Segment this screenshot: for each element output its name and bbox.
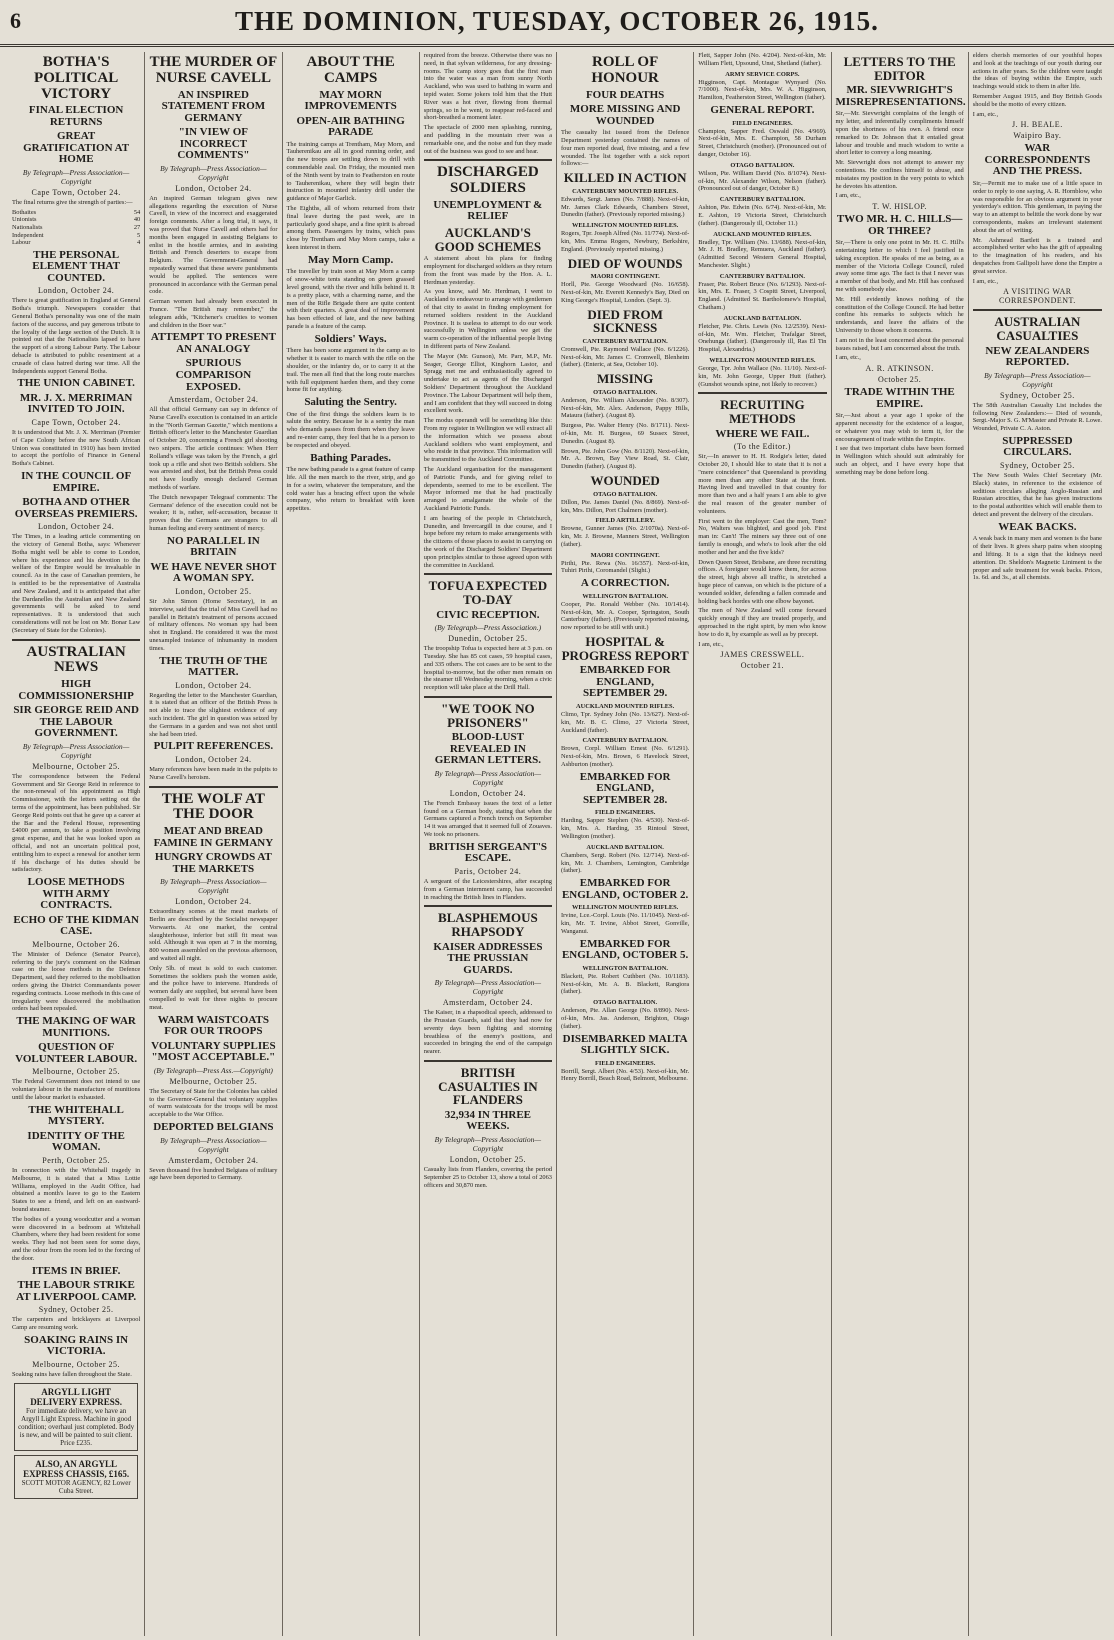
article-subheadline: Saluting the Sentry. <box>304 396 397 409</box>
column-7 <box>832 52 969 1636</box>
dateline: Dunedin, October 25. <box>448 634 528 644</box>
article-subheadline: PULPIT REFERENCES. <box>153 740 274 753</box>
article-body: Rogers, Tpr. Joseph Alfred (No. 11/774). Next-of-kin, Mrs. Emma Rogers, Newbury, Berkshire, England. (Previously reported missing.) <box>561 230 690 253</box>
dateline: Paris, October 24. <box>454 866 522 876</box>
article-body: Bradley, Tpr. William (No. 13/688). Next-of-kin, Mr. J. H. Bradley, Remuera, Auckland (father). (Admitted Second Western General Hospital, Manchester. Slight.) <box>698 238 827 269</box>
article-subheadline: THE MAKING OF WAR MUNITIONS. <box>16 1015 136 1039</box>
article-body: Higginson, Capt. Montague Wynyard (No. 7/1000). Next-of-kin, Mrs. W. A. Higginson, Hamilton, Featherston Street, Wellington (father). <box>698 78 827 102</box>
column-2 <box>145 52 282 1636</box>
article-body: All that official Germany can say in defence of Nurse Cavell's execution is contained in an article in the "North German Gazette," which mentions a British officer's letter to the Manchester Guardian of October 20, concerning a French girl shooting two snipers. The article continues: When Herr Rolland's village was taken by the French, a girl took up a rifle and shot two British soldiers. She was arrested and shot, but the British Press could not have loudly enough declared German methods of warfare. <box>149 406 278 492</box>
article-subheadline: MAY MORN IMPROVEMENTS <box>304 88 397 113</box>
column-rule <box>698 392 826 394</box>
unit-label: OTAGO BATTALION. <box>730 161 795 169</box>
article-body: Remember August 1915, and Buy British Goods should be the motto of every citizen. <box>972 92 1102 108</box>
column-4 <box>420 52 557 1636</box>
article-body: It is understood that Mr. J. X. Merriman (Premier of Cape Colony before the new South African Union was constituted in 1910) has been invited to accept the portfolio of Finance in General Botha's Cabinet. <box>12 429 141 468</box>
article-body: Chambers, Sergt. Robert (No. 12/714). Next-of-kin, Mr. J. Chambers, Lemington, Cambridge (father). <box>561 851 690 875</box>
dateline: T. W. HISLOP. <box>872 202 927 212</box>
article-body: Mr. Hill evidently knows nothing of the constitution of the College Council. He had better confine his remarks to subjects which he understands, and leave the affairs of the University to those whom it concerns. <box>835 295 964 334</box>
article-body: Fletcher, Pte. Chris. Lewis (No. 12/2539). Next-of-kin, Mr. Wm. Fletcher, Trafalgar Street, Onehunga (father). (Dangerously ill, Ras El Tin Hospital, Alexandria.) <box>698 322 827 354</box>
article-body: Sir,—Permit me to make use of a little space in order to reply to one saying, A. R. Hornblow, who was responsible for an obvious argument in your yesterday's edition. This gentleman, in paying the way to an attempt to belittle the work done by war correspondents, makes an irrelevant statement about the art of writing. <box>972 180 1102 234</box>
unit-label: ARMY SERVICE CORPS. <box>725 70 800 78</box>
advertisement <box>14 1383 138 1451</box>
article-subheadline: TWO MR. H. C. HILLS—OR THREE? <box>836 213 963 237</box>
article-subheadline: SIR GEORGE REID AND THE LABOUR GOVERNMENT. <box>13 704 139 740</box>
article-headline: BOTHA'S POLITICAL VICTORY <box>34 54 119 102</box>
article-headline: BLASPHEMOUS RHAPSODY <box>438 910 538 939</box>
article-subheadline: HIGH COMMISSIONERSHIP <box>18 678 134 702</box>
unit-label: OTAGO BATTALION. <box>593 999 658 1007</box>
column-rule <box>424 1060 552 1062</box>
article-subheadline: A CORRECTION. <box>580 577 670 590</box>
article-body: The modus operandi will be something like this: From my register in Wellington we will extract all the information which we possess about Auckland soldiers who want employment, and who reside in that province. This information will be transmitted to the Auckland Committee. <box>423 417 552 464</box>
results-row <box>12 232 140 240</box>
dateline: London, October 25. <box>175 587 252 596</box>
article-body: Browne, Gunner James (No. 2/1070a). Next-of-kin, Mr. J. Browne, Manners Street, Wellington (father). <box>561 525 690 548</box>
article-body: A sergeant of the Leicestershires, after escaping from a German internment camp, has succeeded in reaching the British lines in Flanders. <box>423 877 552 901</box>
article-subheadline: MORE MISSING AND WOUNDED <box>569 103 681 127</box>
article-subheadline: MR. J. X. MERRIMAN INVITED TO JOIN. <box>19 391 133 416</box>
article-subheadline: Bathing Parades. <box>310 451 391 464</box>
article-subheadline: SOAKING RAINS IN VICTORIA. <box>24 1333 129 1358</box>
article-body: Extraordinary scenes at the meat markets of Berlin are described by the Socialist newspaper Vorwaerts. At one market, the central slaughterhouse, inferior but still fit meat was sold. Although it was open at 7 in the morning, 800 women assembled on the previous afternoon, and waited all night. <box>149 908 278 963</box>
article-subheadline: BRITISH SERGEANT'S ESCAPE. <box>428 840 548 865</box>
unit-label: WELLINGTON MOUNTED RIFLES. <box>572 904 679 912</box>
article-subheadline: THE WHITEHALL MYSTERY. <box>28 1103 124 1128</box>
article-subheadline: May Morn Camp. <box>308 253 394 266</box>
article-body: I am, etc., <box>972 277 999 285</box>
article-subheadline: Soldiers' Ways. <box>314 332 387 345</box>
article-subheadline: MR. SIEVWRIGHT'S MISREPRESENTATIONS. <box>835 84 966 108</box>
dateline: Waipiro Bay. <box>1013 131 1062 141</box>
article-subheadline: 32,934 IN THREE WEEKS. <box>444 1108 532 1133</box>
wire-credit: By Telegraph—Press Association—Copyright <box>434 1135 542 1154</box>
column-rule <box>424 905 552 907</box>
article-subheadline: KAISER ADDRESSES THE PRUSSIAN GUARDS. <box>433 940 543 976</box>
article-body: Borrill, Sergt. Albert (No. 4/53). Next-of-kin, Mr. Henry Borrill, Beach Road, Belmont, Melbourne. <box>561 1067 690 1083</box>
article-headline: AUSTRALIAN NEWS <box>26 643 126 676</box>
article-body: Wilson, Pte. William David (No. 8/1074). Next-of-kin, Mr. Alexander Wilson, Nelson (father). (Pronounced out of danger, October 8.) <box>698 169 827 193</box>
dateline: London, October 24. <box>38 522 115 532</box>
article-headline: "WE TOOK NO PRISONERS" <box>441 700 535 730</box>
dateline: Amsterdam, October 24. <box>168 395 259 405</box>
dateline: Sydney, October 25. <box>38 1305 114 1315</box>
article-subheadline: IDENTITY OF THE WOMAN. <box>27 1129 125 1154</box>
article-subheadline: WEAK BACKS. <box>998 520 1077 533</box>
article-body: The men of New Zealand will come forward quickly enough if they are treated properly, and approached in the right spirit, by men who know how to do it, by example as well as by precept. <box>698 607 827 638</box>
article-subheadline: TRADE WITHIN THE EMPIRE. <box>844 386 955 410</box>
article-headline: WOUNDED <box>590 473 660 489</box>
article-subheadline: ATTEMPT TO PRESENT AN ANALOGY <box>150 331 276 355</box>
article-body: Brown, Pte. John Gow (No. 8/1120). Next-of-kin, Mr. A. Brown, Bay View Road, St. Clair, Dunedin (father). (August 8). <box>561 447 690 471</box>
dateline: Melbourne, October 25. <box>32 761 121 771</box>
unit-label: FIELD ENGINEERS. <box>594 1059 656 1067</box>
article-subheadline: FOUR DEATHS <box>585 88 665 101</box>
article-body: As you know, said Mr. Herdman, I went to Auckland to endeavour to arrange with gentlemen of that city to assist in finding employment for returned soldiers resident in the Auckland Province. It is useless to attempt to do our work successfully in Wellington unless we get the warm co-operation of the influential people living in different parts of New Zealand. <box>423 288 552 350</box>
article-headline: DIED OF WOUNDS <box>567 255 683 271</box>
article-subheadline: "IN VIEW OF INCORRECT COMMENTS" <box>177 126 250 162</box>
dateline: London, October 24. <box>449 788 526 798</box>
article-subheadline: GREAT GRATIFICATION AT HOME <box>23 130 130 166</box>
article-headline: RECRUITING METHODS <box>720 397 805 427</box>
wire-credit: By Telegraph—Press Association—Copyright <box>434 768 542 787</box>
article-body: German women had already been executed in France. "The British may remember," the telegram adds, "Kitchener's cruelties to women and children in the Boer war." <box>149 298 278 329</box>
article-body: Climo, Tpr. Sydney John (No. 13/627). Next-of-kin, Mr. B. C. Climo, 27 Victoria Street, Auckland (father). <box>561 710 690 734</box>
article-body: Sir,—There is only one point in Mr. H. C. Hill's entertaining letter to which I feel justified in taking exception. He speaks of me as being, as a member of the Victoria College Council, ruled away some time ago. The fact is that I never was a member of that body, and Mr. Hill has confused me with somebody else. <box>835 239 964 294</box>
dateline: Amsterdam, October 24. <box>168 1155 259 1165</box>
wire-credit: (By Telegraph—Press Association.) <box>434 623 542 633</box>
unit-label: FIELD ARTILLERY. <box>595 517 655 525</box>
column-5 <box>557 52 694 1636</box>
article-body: The correspondence between the Federal Government and Sir George Reid in reference to the non-renewal of his appointment as High Commissioner, with the letters setting out the terms of the appointment, has been published. Sir George Reid points out that he gave up a career at the Bar and the Federal House, representing £4000 per annum, to take a position involving great expense, and that he was looked upon as official, and not an uncertain political post, entitling him to expect a renewal for another term if his discharge of his duties should be satisfactory. <box>12 772 141 874</box>
article-body: The 58th Australian Casualty List includes the following New Zealanders:— Died of wounds, Sergt.-Major S. G. M'Master and Private R. Lowe. Wounded, Private C. A. Aston. <box>972 401 1102 433</box>
article-headline: TOFUA EXPECTED TO-DAY <box>428 578 548 607</box>
article-body: The carpenters and bricklayers at Liverpool Camp are resuming work. <box>12 1316 141 1331</box>
party-name: Unionists <box>12 216 37 224</box>
article-body: Sir,—Mr. Sievwright complains of the length of my letter, and inferentially compliments himself upon the shortness of his own. A friend once remarked to Dr. Johnson that it entailed great labour and trouble and much wisdom to write a short letter to convey a long meaning. <box>835 110 964 157</box>
article-subheadline: FINAL ELECTION RETURNS <box>28 104 124 128</box>
column-rule <box>149 786 277 788</box>
article-body: Regarding the letter to the Manchester Guardian, it is stated that an officer of the British Press is not able to trace the slightest evidence of any such incident. The girl in question was seized by the Germans in a garden and was not shot until she had been tried. <box>149 691 278 738</box>
results-row <box>12 224 140 232</box>
advertisement <box>14 1455 138 1499</box>
unit-label: OTAGO BATTALION. <box>593 490 658 498</box>
article-body: I am, etc., <box>698 640 724 648</box>
article-body: I am, etc., <box>835 354 861 362</box>
article-subheadline: EMBARKED FOR ENGLAND, OCTOBER 2. <box>561 877 689 901</box>
article-subheadline: WARM WAISTCOATS FOR OUR TROOPS <box>157 1013 269 1038</box>
article-subheadline: EMBARKED FOR ENGLAND, SEPTEMBER 28. <box>579 770 671 806</box>
article-body: The Mayor (Mr. Gunson), Mr. Parr, M.P., Mr. Seager, George Elliot, Kinghorn Lastor, and Spragg met me and enthusiastically agreed to undertake to act as agents of the Discharged Soldiers' Department throughout the Auckland Province. The Labour Department will help them, and I am confident that they will succeed in doing excellent work. <box>423 352 552 415</box>
article-body: Burgess, Pte. Walter Henry (No. 8/1711). Next-of-kin, Mr. H. Burgess, 69 Sussex Street, Dunedin. (August 8). <box>561 422 690 445</box>
dateline: A. R. ATKINSON. <box>865 364 934 374</box>
unit-label: WELLINGTON MOUNTED RIFLES. <box>572 222 679 230</box>
article-headline: DIED FROM SICKNESS <box>587 306 663 336</box>
seat-count: 27 <box>133 223 141 231</box>
article-body: elders cherish memories of our youthful hopes and look at the teachings of our youth during our actions in after years. So the children were taught the ideas of buying within the Empire, such teachings would stick to them in after life. <box>972 52 1102 91</box>
unit-label: AUCKLAND MOUNTED RIFLES. <box>713 230 812 238</box>
results-row <box>12 216 140 224</box>
article-headline: AUSTRALIAN CASUALTIES <box>994 314 1081 344</box>
column-rule <box>12 639 140 641</box>
article-body: Down Queen Street, Brisbane, are three recruiting offices. A foreigner would know them, for across the street, high above all traffic, is stretched a huge piece of canvas, on which is the picture of a wounded soldier, defending a fallen comrade and holding back hordes with one elbow bayonet. <box>698 558 827 605</box>
advertisement-heading: ALSO, AN ARGYLL EXPRESS CHASSIS, £165. <box>23 1458 130 1479</box>
article-body: A statement about his plans for finding employment for discharged soldiers as they return from the front was made by the Hon. A. L. Herdman yesterday. <box>423 255 552 286</box>
article-body: One of the first things the soldiers learn is to salute the sentry. Because he is a sentry the man who demands passes from them when they leave and re-enter camp, they feel that he is a person to be respected and obeyed. <box>286 410 415 449</box>
article-body: The Times, in a leading article commenting on the victory of General Botha, says: Whenever Botha might well be able to come to London, where his experience and his devotion to the welfare of the Empire would be invaluable in council. As in the case of Canadian premiers, he is entitled to be the representative of Australia and New Zealand, and it is anticipated that after the Dardanelles the Australian and New Zealand governments will be asked to send representatives. It is understood that such considerations will not be lost on Mr. Bonar Law (Secretary of State for the Colonies). <box>12 533 141 634</box>
article-headline: BRITISH CASUALTIES IN FLANDERS <box>438 1065 538 1108</box>
article-subheadline: OPEN-AIR BATHING PARADE <box>296 114 405 139</box>
dateline: October 21. <box>740 661 784 671</box>
article-body: The Eighths, all of whom returned from their final leave during the past week, are in particularly good shape, and a fine spirit is abroad among them. Passengers by trains, which pass close by Trentham and May Morn camps, take a keen interest in them. <box>286 205 415 252</box>
article-subheadline: MEAT AND BREAD FAMINE IN GERMANY <box>153 825 274 849</box>
dateline: London, October 25. <box>449 1155 526 1165</box>
article-body: Sir,—Just about a year ago I spoke of the apparent necessity for the existence of a league, or whatever you may wish to term it, for the encouragement of trade within the Empire. <box>835 412 964 443</box>
unit-label: CANTERBURY BATTALION. <box>719 272 805 280</box>
article-body: Sir,—In answer to H. H. Rodgie's letter, dated October 20, I should like to state that it is not a "mere coincidence" that Queensland is providing more men than any other State at the front. Having lived and travelled in that country for more than two and a half years I am able to give the real reason of the greater number of volunteers. <box>698 453 827 515</box>
article-body: Flett, Sapper John (No. 4/204). Next-of-kin, Mr. William Flett, Upsound, Unst, Shetland (father). <box>698 52 827 67</box>
article-headline: KILLED IN ACTION <box>563 170 687 186</box>
article-body: Brown, Corpl. William Ernest (No. 6/1291). Next-of-kin, Mrs. Brown, 6 Havelock Street, Ashburton (mother). <box>561 745 690 768</box>
article-body: The training camps at Trentham, May Morn, and Tauherenikau are all in good running order, and the new troops are settling down to drill with commendable zeal. On Friday, the mounted men of the Ninth went by train to Featherston en route to Tauherenikau, where they will begin their instruction in mounted infantry drill under the guidance of Major Garlick. <box>286 140 415 203</box>
wire-credit: By Telegraph—Press Association—Copyright <box>984 370 1091 389</box>
article-body: I am, etc., <box>972 110 999 118</box>
seat-count: 4 <box>137 239 141 247</box>
dateline: Amsterdam, October 24. <box>442 998 533 1008</box>
dateline: J. H. BEALE. <box>1012 120 1063 130</box>
article-body: The Dutch newspaper Telegraaf comments: The Germans' defence of the execution could not be weaker; it is, rather, self-accusation, because it proves that the Germans are strangers to all human feeling and every sentiment of mercy. <box>149 493 278 533</box>
party-name: Bothaites <box>12 208 37 216</box>
unit-label: WELLINGTON BATTALION. <box>582 964 668 972</box>
page-number: 6 <box>10 8 21 33</box>
article-body: Seven thousand five hundred Belgians of military age have been deported to Germany. <box>149 1166 278 1182</box>
article-subheadline: NEW ZEALANDERS REPORTED. <box>985 344 1090 369</box>
dateline: Cape Town, October 24. <box>31 187 121 197</box>
unit-label: AUCKLAND BATTALION. <box>723 314 802 322</box>
unit-label: MAORI CONTINGENT. <box>590 273 660 281</box>
advertisement-text: For immediate delivery, we have an Argyll Light Express. Machine in good condition; overhaul just completed. Body is new, and will be painted to suit client. Price £235. <box>18 1406 135 1447</box>
column-rule <box>424 696 552 698</box>
party-name: Independent <box>12 231 44 239</box>
article-body: Mr. Sievwright does not attempt to answer my contentions. He confines himself to abuse, and misstates my position in the very points to which he devotes his attention. <box>835 159 964 190</box>
article-body: Champion, Sapper Fred. Oswald (No. 4/969). Next-of-kin, Mrs. E. Champion, 58 Durham Street, Christchurch (mother). (Pronounced out of danger, October 16). <box>698 127 827 158</box>
article-body: required from the breeze. Otherwise there was no need, in that sylvan wilderness, for any dressing-rooms. The camp story goes that the first man into the water was a man from sunny North Auckland, who was used to bathing in warm and tepid water. Some jokers told him that the Hutt River was a hot river, flowing from thermal springs, so in he went, to reappear red-faced and short-breathed a moment later. <box>423 52 552 122</box>
article-body: The traveller by train soon at May Morn a camp of snow-white tents standing on green grassed level ground, with the river and hills behind it. It is a pretty place, with a charming name, and the men of the Rifle Brigade there are quite content with their quarters. A great deal of improvement has been effected of late, and the new bathing parade is a feature of the camp. <box>286 268 415 330</box>
article-subheadline: QUESTION OF VOLUNTEER LABOUR. <box>15 1041 138 1065</box>
wire-credit: By Telegraph—Press Association—Copyright <box>160 877 267 896</box>
article-headline: MISSING <box>596 371 654 387</box>
seat-count: 54 <box>133 208 141 216</box>
dateline: Melbourne, October 25. <box>32 1067 121 1077</box>
dateline: Melbourne, October 26. <box>32 939 121 949</box>
article-subheadline: GENERAL REPORT. <box>710 103 815 116</box>
wire-credit: (By Telegraph—Press Ass.—Copyright) <box>153 1065 273 1075</box>
unit-label: WELLINGTON MOUNTED RIFLES. <box>709 357 816 365</box>
dateline: Sydney, October 25. <box>1000 461 1075 471</box>
article-body: Many references have been made in the pulpits to Nurse Cavell's heroism. <box>149 766 278 781</box>
article-body: The bodies of a young woodcutter and a woman were discovered in a bedroom at Whitehall Chambers, where they had been resident for some weeks. They had not been seen for some days, and the odour from the room led to the forcing of the door. <box>12 1215 141 1262</box>
wire-credit: By Telegraph—Press Association—Copyright <box>160 163 267 182</box>
article-body: Irvine, Lce.-Corpl. Louis (No. 11/1045). Next-of-kin, Mr. T. Irvine, Abbot Street, Gonville, Wanganui. <box>561 912 690 935</box>
wire-credit: By Telegraph—Press Association—Copyright <box>160 1135 267 1154</box>
unit-label: OTAGO BATTALION. <box>593 388 658 396</box>
article-body: Horll, Pte. George Woodward (No. 16/658). Next-of-kin, Mr. Everett Kennedy's Bay, Died on King George's Hospital, London. (Sept. 3). <box>561 281 690 304</box>
article-subheadline: DEPORTED BELGIANS <box>153 1121 274 1134</box>
article-body: Casualty lists from Flanders, covering the period September 25 to October 13, show a total of 2063 officers and 30,870 men. <box>423 1166 552 1189</box>
article-subheadline: BLOOD-LUST REVEALED IN GERMAN LETTERS. <box>434 731 542 767</box>
seat-count: 40 <box>133 216 141 224</box>
article-headline: LETTERS TO THE EDITOR <box>843 54 956 83</box>
article-subheadline: BOTHA AND OTHER OVERSEAS PREMIERS. <box>14 496 138 520</box>
dateline: Melbourne, October 25. <box>169 1076 258 1086</box>
article-body: Anderson, Pte. Allan George (No. 8/890). Next-of-kin, Mrs. Jas. Anderson, Brighton, Otago (father). <box>561 1007 690 1030</box>
column-rule <box>424 159 552 161</box>
article-subheadline: UNEMPLOYMENT & RELIEF <box>433 198 543 223</box>
dateline: JAMES CRESSWELL. <box>720 650 805 660</box>
article-headline: DISCHARGED SOLDIERS <box>437 164 539 197</box>
article-body: The New South Wales Chief Secretary (Mr. Black) states, in reference to the existence of seditious circulars alleging Anglo-Russian and Russian atrocities, that he has given instructions to the postal authorities which will enable them to detect and prevent the delivery of the circulars. <box>972 472 1102 519</box>
party-name: Labour <box>12 239 31 247</box>
dateline: Cape Town, October 24. <box>31 418 121 427</box>
unit-label: FIELD ENGINEERS. <box>732 119 793 127</box>
newspaper-title: THE DOMINION, TUESDAY, OCTOBER 26, 1915. <box>235 6 879 36</box>
article-body: Anderson, Pte. William Alexander (No. 8/307). Next-of-kin, Mr. Alex. Anderson, Pappy Hills, Mataura (father). (August 8). <box>561 396 690 420</box>
column-rule <box>973 309 1102 311</box>
article-subheadline: THE UNION CABINET. <box>17 377 135 390</box>
article-headline: THE MURDER OF NURSE CAVELL <box>149 54 278 86</box>
article-subheadline: EMBARKED FOR ENGLAND, OCTOBER 5. <box>561 937 689 962</box>
article-subheadline: EMBARKED FOR ENGLAND, SEPTEMBER 29. <box>579 664 671 700</box>
unit-label: AUCKLAND BATTALION. <box>586 843 664 851</box>
unit-label: MAORI CONTINGENT. <box>590 551 660 559</box>
article-subheadline: THE TRUTH OF THE MATTER. <box>159 654 268 679</box>
article-body: The casualty list issued from the Defence Department yesterday contained the names of four men reported dead, five missing, and a few wounded. The list together with a sick report follows:— <box>561 129 690 168</box>
wire-credit: By Telegraph—Press Association—Copyright <box>434 978 542 997</box>
article-body: Dillon, Pte. James Daniel (No. 8/869). Next-of-kin, Mrs. Dillon, Port Chalmers (mother). <box>561 498 690 514</box>
article-body: I am hearing of the people in Christchurch, Dunedin, and Invercargill in due course, and I hope before my return to make arrangements with the citizens of those places to assist in carrying on the work of the Discharged Soldiers' Department upon principles similar to those agreed upon with the committee in Auckland. <box>423 514 552 569</box>
article-subheadline: NO PARALLEL IN BRITAIN <box>167 534 260 559</box>
wire-credit: By Telegraph—Press Association—Copyright <box>22 741 130 760</box>
article-subheadline: VOLUNTARY SUPPLIES "MOST ACCEPTABLE." <box>151 1039 276 1064</box>
dateline: Perth, October 25. <box>42 1156 110 1165</box>
article-body: Edwards, Sergt. James (No. 7/888). Next-of-kin, Mr. James Clark Edwards, Chambers Street, Dunedin (father). (Previously reported missing.) <box>561 195 690 219</box>
dateline: Sydney, October 25. <box>1000 390 1075 400</box>
article-headline: ROLL OF HONOUR <box>591 54 659 86</box>
advertisement-text: SCOTT MOTOR AGENCY, 82 Lower Cuba Street. <box>21 1478 131 1495</box>
article-body: The Secretary of State for the Colonies has cabled to the Governor-General that voluntary supplies of warm waistcoats for the troops will be most acceptable to the War Office. <box>149 1087 278 1119</box>
dateline: London, October 24. <box>175 897 252 907</box>
article-body: There has been some argument in the camp as to whether it is easier to march with the rifle on the shoulder, or the infantry do, or to carry it at the trail. The men all find that the long route marches with full equipment harden them, and they come home fit for anything. <box>286 347 415 394</box>
dateline: London, October 24. <box>175 680 252 690</box>
article-subheadline: WE HAVE NEVER SHOT A WOMAN SPY. <box>150 560 277 585</box>
article-subheadline: ECHO OF THE KIDMAN CASE. <box>13 913 139 938</box>
article-body: The French Embassy issues the text of a letter found on a German body, stating that when the Germans captured a French trench on September 14 it was arranged that it seemed full of Zouaves. We took no prisoners. <box>423 799 552 839</box>
results-row <box>12 209 140 217</box>
dateline: Melbourne, October 25. <box>32 1359 121 1369</box>
article-body: Only 5lb. of meat is sold to each customer. Sometimes the soldiers push the women aside, and the police have to intervene. Hundreds of women daily are supplied, but several have been compelled to wait for three nights to procure meat. <box>149 964 278 1011</box>
article-body: Sir John Simon (Home Secretary), in an interview, said that the trial of Miss Cavell had no parallel in Britain's treatment of persons accused of military offences. No woman spy had been shot in England. He considered it was the most unexampled instance of inhumanity in modern times. <box>149 598 278 652</box>
advertisement-heading: ARGYLL LIGHT DELIVERY EXPRESS. <box>30 1386 123 1407</box>
article-subheadline: THE PERSONAL ELEMENT THAT COUNTED. <box>32 248 120 284</box>
column-8 <box>969 52 1106 1636</box>
article-body: The troopship Tofua is expected here at 3 p.m. on Tuesday. She has 85 cot cases, 59 hospital cases, and 335 others. The cot cases are to be sent to the hospital to-morrow, but the other men remain on the steamer till Wednesday morning, when a civic reception will take place at the Drill Hall. <box>423 645 552 692</box>
unit-label: AUCKLAND MOUNTED RIFLES. <box>576 702 675 710</box>
article-body: The new bathing parade is a great feature of camp life. All the men march to the river, strip, and go in for a swim, whatever the temperature, and the cold water has a bracing effect upon the whole company, who return to breakfast with keen appetites. <box>286 466 415 513</box>
article-subheadline: DISEMBARKED MALTA SLIGHTLY SICK. <box>562 1032 688 1057</box>
article-body: Fraser, Pte. Robert Bruce (No. 6/1293). Next-of-kin, Mrs. E. Fraser, 3 Cospiti Street, Liverpool, England. (Admitted St. Bartholomew's Hospital, Chatham.) <box>698 280 827 312</box>
article-body: Harding, Sapper Stephen (No. 4/530). Next-of-kin, Mrs. A. Harding, 35 Rintoul Street, Wellington (mother). <box>561 817 690 840</box>
column-1 <box>8 52 145 1636</box>
article-body: First went to the employer: Cast the men, Tom? No, Walters was blighted, and good job. First man in: Can't! The miners say three out of one family is enough, and who's to look after the old mother and her and the five kids? <box>698 517 827 556</box>
article-subheadline: HUNGRY CROWDS AT THE MARKETS <box>154 851 272 875</box>
unit-label: CANTERBURY BATTALION. <box>582 737 668 745</box>
article-body: The final returns give the strength of parties:— <box>12 198 133 206</box>
column-rule <box>424 573 552 575</box>
article-body: Blackett, Pte. Robert Cuthbert (No. 10/1183). Next-of-kin, Mr. A. B. Blackett, Rangiora (father). <box>561 972 690 996</box>
article-subheadline: CIVIC RECEPTION. <box>436 608 540 621</box>
article-body: I see that two important clubs have been formed in Wellington which should suit admirably for such an object, and I have every hope that something may be done before long. <box>835 445 964 476</box>
unit-label: CANTERBURY BATTALION. <box>719 196 805 204</box>
article-body: The Federal Government does not intend to use voluntary labour in the manufacture of munitions until the labour market is exhausted. <box>12 1078 141 1102</box>
column-6 <box>694 52 831 1636</box>
article-headline: HOSPITAL & PROGRESS REPORT <box>561 634 689 663</box>
article-subheadline: WAR CORRESPONDENTS AND THE PRESS. <box>984 142 1091 178</box>
wire-credit: By Telegraph—Press Association—Copyright <box>22 167 130 186</box>
unit-label: WELLINGTON BATTALION. <box>582 592 668 600</box>
seat-count: 5 <box>137 231 141 239</box>
article-subheadline: ITEMS IN BRIEF. <box>31 1264 121 1277</box>
dateline: (To the Editor.) <box>733 442 791 452</box>
article-body: Pirihi, Pte. Rewa (No. 16/357). Next-of-kin, Tuhiri Pirihi, Coromandel (Slight.) <box>561 559 690 575</box>
results-row <box>12 239 140 247</box>
article-subheadline: THE LABOUR STRIKE AT LIVERPOOL CAMP. <box>16 1279 137 1303</box>
article-headline: THE WOLF AT THE DOOR <box>161 790 265 823</box>
article-body: The Auckland organisation for the management of Patriotic Funds, and for giving relief to dependents, seemed to me to be excellent. The Mayor informed me that he had practically arranged to amalgamate the whole of the Auckland Patriotic Funds. <box>423 465 552 512</box>
article-headline: AUCKLAND'S GOOD SCHEMES <box>434 224 542 254</box>
columns <box>8 52 1106 1636</box>
party-name: Nationalists <box>12 223 43 231</box>
article-body: I am, etc., <box>835 192 861 200</box>
dateline: London, October 24. <box>38 286 115 296</box>
results-list <box>12 209 140 247</box>
article-subheadline: SPURIOUS COMPARISON EXPOSED. <box>175 357 252 393</box>
article-body: Mr. Ashmead Bartlett is a trained and accomplished writer who has the gift of appealing to the imagination of his readers, and his despatches from Gallipoli have done the Empire a great service. <box>972 236 1102 275</box>
dateline: October 25. <box>877 375 922 385</box>
dateline: A VISITING WAR CORRESPONDENT. <box>998 287 1076 306</box>
article-body: A weak back in many men and women is the bane of their lives. It gives sharp pains when stooping and lifting. It is a sign that the kidneys need attention. Dr. Sheldon's Magnetic Liniment is the proper and safe treatment for weak backs. Prices, 1s. 6d. and 3s., at all chemists. <box>972 535 1102 582</box>
masthead <box>0 0 1114 47</box>
article-body: There is great gratification in England at General Botha's triumph. Newspapers consider that General Botha's personality was one of the main factors of the success, and pay generous tribute to the loyalty of the large section of the Dutch. It is pointed out that the Nationalists lapsed to have the support of a strong Labour Party. The Labour debacle is attributed to public resentment at a crusade of class hatred during war time. All the Independents support General Botha. <box>12 297 141 375</box>
dateline: London, October 24. <box>175 755 252 764</box>
unit-label: CANTERBURY BATTALION. <box>582 337 668 345</box>
article-body: Cromwell, Pte. Raymond Wallace (No. 6/1226). Next-of-kin, Mr. James C. Cromwell, Blenheim (father). (Enteric, at Sea, October 10). <box>561 345 690 369</box>
article-body: I am not in the least concerned about the personal issues raised, but I am concerned about the truth. <box>835 336 964 352</box>
article-body: Soaking rains have fallen throughout the State. <box>12 1370 132 1378</box>
article-subheadline: WHERE WE FAIL. <box>715 427 810 440</box>
article-body: The spectacle of 2000 men splashing, running, and paddling in the mountain river was a remarkable one, and the noise and fun they made out of the business was good to see and hear. <box>423 124 552 155</box>
article-subheadline: SUPPRESSED CIRCULARS. <box>1002 434 1073 459</box>
article-body: In connection with the Whitehall tragedy in Melbourne, it is stated that a Miss Lottie Williams, employed in the Audit Office, had obtained a month's leave to go to the Eastern States to see a friend, and left on an eastward-bound steamer. <box>12 1167 141 1213</box>
article-body: The Kaiser, in a rhapsodical speech, addressed to the Prussian Guards, said that they had now for seventy days been fighting and storming breathless of the enemy's positions, and succeeded in bringing the end of the campaign nearer. <box>423 1009 552 1056</box>
article-headline: ABOUT THE CAMPS <box>306 54 395 86</box>
article-body: Cooper, Pte. Ronald Webber (No. 10/1414). Next-of-kin, Mr. A. Cooper, Springston, South Canterbury (father). (Previously reported missing, now reported to be still with unit.) <box>561 600 690 632</box>
unit-label: FIELD ENGINEERS. <box>594 809 656 817</box>
article-subheadline: AN INSPIRED STATEMENT FROM GERMANY <box>161 88 266 124</box>
article-subheadline: LOOSE METHODS WITH ARMY CONTRACTS. <box>27 876 125 912</box>
column-3 <box>283 52 420 1636</box>
unit-label: CANTERBURY MOUNTED RIFLES. <box>572 187 679 195</box>
dateline: London, October 24. <box>175 183 252 193</box>
article-body: George, Tpr. John Wallace (No. 11/10). Next-of-kin, Mr. John George, Upper Hutt (father). (Gunshot wounds spine, not likely to recover.) <box>698 365 827 388</box>
article-subheadline: IN THE COUNCIL OF EMPIRE. <box>21 469 132 494</box>
article-body: Ashton, Pte. Edwin (No. 6/74). Next-of-kin, Mr. E. Ashton, 19 Victoria Street, Christchurch (father). (Dangerously ill, October 11.) <box>698 204 827 227</box>
article-body: The Minister of Defence (Senator Pearce), referring to the jury's comment on the Kidman case on the loose methods in the Defence Department, said they referred to the mobilisation orders giving the District Commandants power regarding contracts. Loose methods in this case of irregularity were discovered the mobilisation orders had been repealed. <box>12 950 141 1013</box>
article-body: An inspired German telegram gives new allegations regarding the execution of Nurse Cavell, in view of the incorrect and exaggerated foreign comments. After a long trial, it says, it was proved that Nurse Cavell and others had for months been engaged in assisting Belgians to enlist in the hostile armies, and in assisting British and French deserters to escape from Belgium. The Government-General had repeatedly warned that these severe punishments would be applied. The sentences were pronounced in accordance with the German penal code. <box>149 194 278 296</box>
